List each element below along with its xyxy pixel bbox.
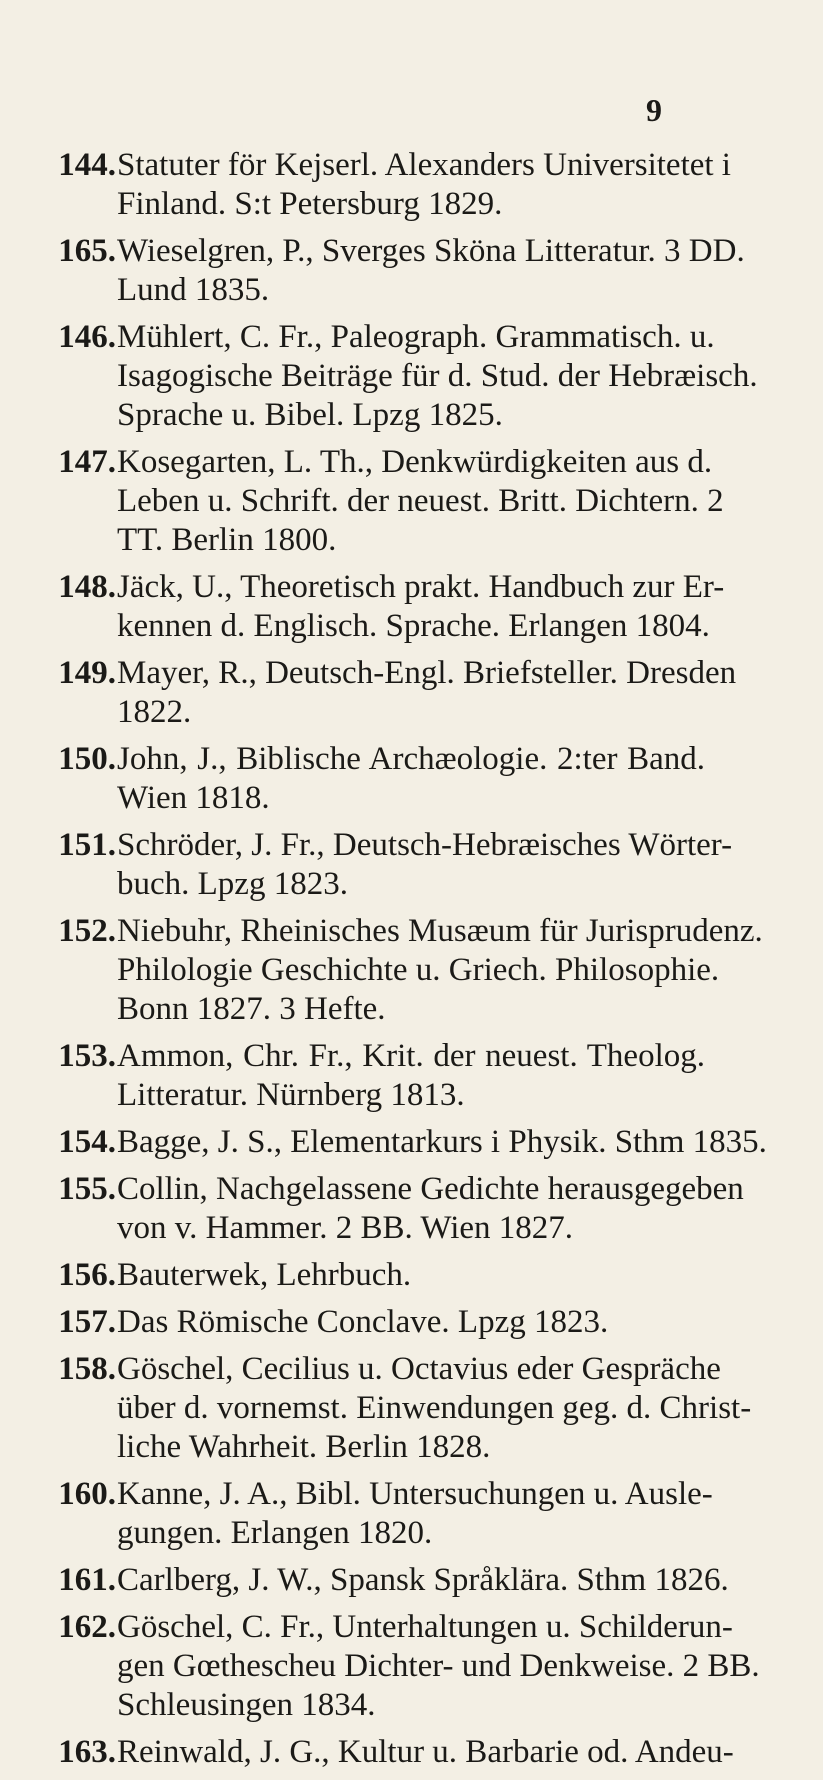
entry-line: über d. vornemst. Einwendungen geg. d. Christ- — [117, 1390, 752, 1426]
entry-line: Bonn 1827. 3 Hefte. — [117, 991, 386, 1027]
bibliography-entry — [0, 568, 823, 646]
entry-line: Bagge, J. S., Elementarkurs i Physik. Sthm 1835. — [117, 1124, 767, 1160]
entry-line: Lund 1835. — [117, 272, 270, 308]
entry-line: Leben u. Schrift. der neuest. Britt. Dichtern. 2 — [117, 483, 724, 519]
bibliography-entry — [0, 1170, 823, 1248]
entry-line: Das Römische Conclave. Lpzg 1823. — [117, 1304, 609, 1340]
entry-number: 150. — [58, 741, 116, 777]
bibliography-entry — [0, 146, 823, 224]
bibliography-entry — [0, 232, 823, 310]
entry-line: John, J., Biblische Archæologie. 2:ter Band. — [117, 741, 705, 777]
entry-line: Schleusingen 1834. — [117, 1687, 376, 1723]
bibliography-entry — [0, 318, 823, 435]
entry-number: 155. — [58, 1171, 116, 1207]
bibliography-entry — [0, 654, 823, 732]
entry-line: Kanne, J. A., Bibl. Untersuchungen u. Ausle- — [117, 1476, 713, 1512]
page-number: 9 — [646, 92, 662, 128]
bibliography-entry — [0, 1733, 823, 1772]
entry-line: Wieselgren, P., Sverges Sköna Litteratur. 3 DD. — [117, 233, 745, 269]
entry-number: 154. — [58, 1124, 116, 1160]
entry-line: Kosegarten, L. Th., Denkwürdigkeiten aus d. — [117, 444, 713, 480]
entry-line: Collin, Nachgelassene Gedichte herausgegeben — [117, 1171, 744, 1207]
entry-line: Göschel, C. Fr., Unterhaltungen u. Schilderun- — [117, 1609, 733, 1645]
entry-line: von v. Hammer. 2 BB. Wien 1827. — [117, 1210, 574, 1246]
entry-line: Bauterwek, Lehrbuch. — [117, 1257, 412, 1293]
entry-number: 149. — [58, 655, 116, 691]
bibliography-entry — [0, 1256, 823, 1295]
entry-number: 152. — [58, 913, 116, 949]
entry-line: Niebuhr, Rheinisches Musæum für Jurisprudenz. — [117, 913, 763, 949]
bibliography-entry — [0, 1561, 823, 1600]
entry-line: Schröder, J. Fr., Deutsch-Hebræisches Wörter- — [117, 827, 733, 863]
entry-line: Ammon, Chr. Fr., Krit. der neuest. Theolog. — [117, 1038, 705, 1074]
entry-number: 153. — [58, 1038, 116, 1074]
entry-line: Statuter för Kejserl. Alexanders Universitetet i — [117, 147, 731, 183]
entry-line: Sprache u. Bibel. Lpzg 1825. — [117, 397, 503, 433]
entry-number: 162. — [58, 1609, 116, 1645]
entry-line: Jäck, U., Theoretisch prakt. Handbuch zur Er- — [117, 569, 725, 605]
entry-line: Carlberg, J. W., Spansk Språklära. Sthm 1826. — [117, 1562, 729, 1598]
entry-number: 144. — [58, 147, 116, 183]
bibliography-entry — [0, 1608, 823, 1725]
entry-number: 147. — [58, 444, 116, 480]
entry-line: Reinwald, J. G., Kultur u. Barbarie od. Andeu- — [117, 1734, 734, 1770]
entry-line: TT. Berlin 1800. — [117, 522, 337, 558]
entry-number: 146. — [58, 319, 116, 355]
entry-line: Wien 1818. — [117, 780, 270, 816]
entry-number: 161. — [58, 1562, 116, 1598]
bibliography-list — [0, 146, 823, 1780]
entry-line: Mühlert, C. Fr., Paleograph. Grammatisch. u. — [117, 319, 715, 355]
entry-line: Göschel, Cecilius u. Octavius eder Gespräche — [117, 1351, 721, 1387]
entry-number: 163. — [58, 1734, 116, 1770]
entry-number: 160. — [58, 1476, 116, 1512]
bibliography-entry — [0, 443, 823, 560]
entry-line: Philologie Geschichte u. Griech. Philosophie. — [117, 952, 720, 988]
entry-number: 165. — [58, 233, 116, 269]
entry-number: 157. — [58, 1304, 116, 1340]
entry-line: buch. Lpzg 1823. — [117, 866, 348, 902]
entry-line: kennen d. Englisch. Sprache. Erlangen 1804. — [117, 608, 710, 644]
entry-number: 151. — [58, 827, 116, 863]
bibliography-entry — [0, 1123, 823, 1162]
entry-number: 158. — [58, 1351, 116, 1387]
entry-line: gen Gœthescheu Dichter- und Denkweise. 2 BB. — [117, 1648, 760, 1684]
entry-number: 148. — [58, 569, 116, 605]
bibliography-entry — [0, 912, 823, 1029]
entry-number: 156. — [58, 1257, 116, 1293]
bibliography-entry — [0, 740, 823, 818]
entry-line: Isagogische Beiträge für d. Stud. der Hebræisch. — [117, 358, 758, 394]
bibliography-entry — [0, 1475, 823, 1553]
entry-line: liche Wahrheit. Berlin 1828. — [117, 1429, 491, 1465]
entry-line: gungen. Erlangen 1820. — [117, 1515, 433, 1551]
bibliography-entry — [0, 1303, 823, 1342]
entry-line: 1822. — [117, 694, 192, 730]
entry-line: Finland. S:t Petersburg 1829. — [117, 186, 503, 222]
bibliography-entry — [0, 1350, 823, 1467]
entry-line: Litteratur. Nürnberg 1813. — [117, 1077, 465, 1113]
entry-line: Mayer, R., Deutsch-Engl. Briefsteller. Dresden — [117, 655, 737, 691]
bibliography-entry — [0, 1037, 823, 1115]
bibliography-entry — [0, 826, 823, 904]
